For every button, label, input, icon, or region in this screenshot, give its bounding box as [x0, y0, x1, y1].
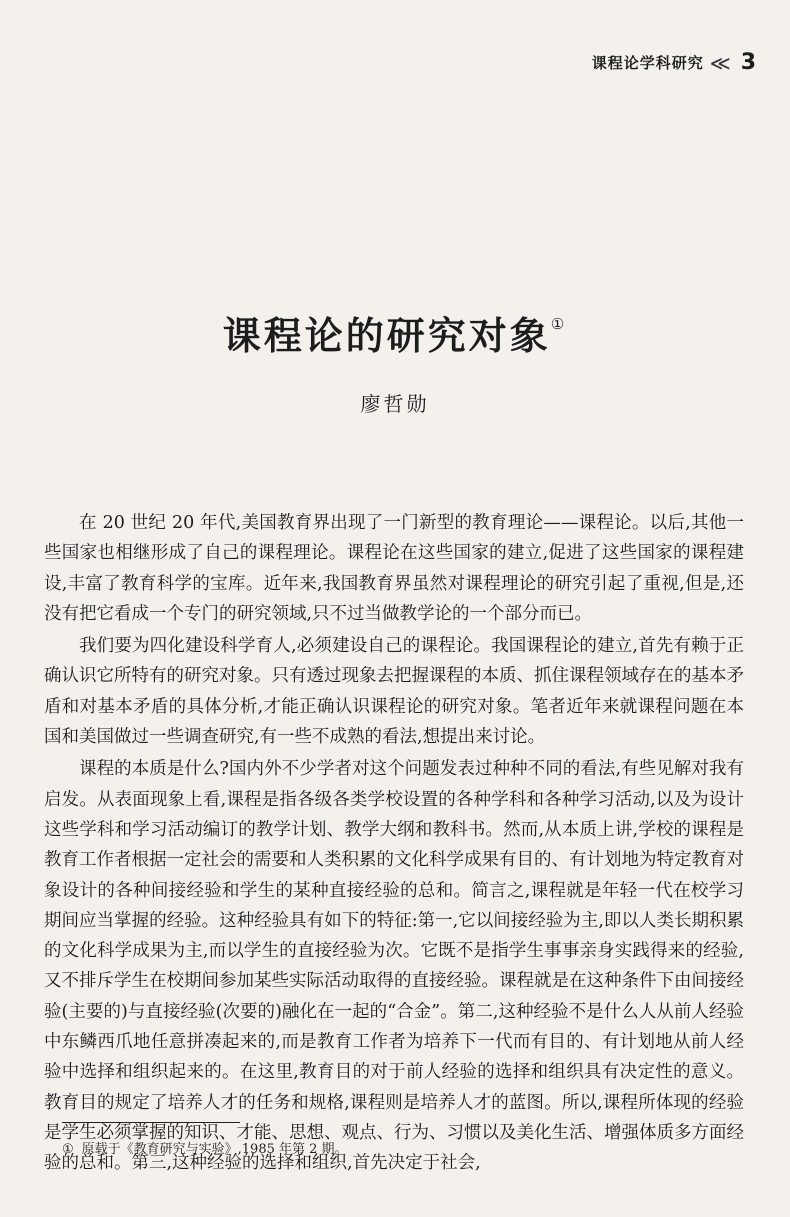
- footnote-divider: [62, 1122, 240, 1123]
- footnote: [62, 1138, 348, 1157]
- article-title-text: 课程论的研究对象: [222, 314, 551, 358]
- paragraph-2: 我们要为四化建设科学育人,必须建设自己的课程论。我国课程论的建立,首先有赖于正确认识它所特有的研究对象。只有透过现象去把握课程的本质、抓住课程领域存在的基本矛盾和对基本矛盾的具体分析,才能正确认识课程论的研究对象。笔者近年来就课程问题在本国和美国做过一些调查研究,有一些不成熟的看法,想提出来讨论。: [44, 636, 744, 748]
- running-head: [592, 50, 756, 75]
- page-number: 3: [740, 50, 756, 75]
- article-title: [0, 305, 790, 360]
- paragraph-3: 课程的本质是什么?国内外不少学者对这个问题发表过种种不同的看法,有些见解对我有启发。从表面现象上看,课程是指各级各类学校设置的各种学科和各种学习活动,以及为设计这些学科和学习活动编订的教学计划、教学大纲和教科书。然而,从本质上讲,学校的课程是教育工作者根据一定社会的需要和人类积累的文化科学成果有目的、有计划地为特定教育对象设计的各种间接经验和学生的某种直接经验的总和。简言之,课程就是年轻一代在校学习期间应当掌握的经验。这种经验具有如下的特征:第一,它以间接经验为主,即以人类长期积累的文化科学成果为主,而以学生的直接经验为次。它既不是指学生事事亲身实践得来的经验,又不排斥学生在校期间参加某些实际活动取得的直接经验。课程就是在这种条件下由间接经验(主要的)与直接经验(次要的)融化在一起的“合金”。第二,这种经验不是什么人从前人经验中东鳞西爪地任意拼凑起来的,而是教育工作者为培养下一代而有目的、有计划地从前人经验中选择和组织起来的。在这里,教育目的对于前人经验的选择和组织具有决定性的意义。教育目的规定了培养人才的任务和规格,课程则是培养人才的蓝图。所以,课程所体现的经验是学生必须掌握的知识、才能、思想、观点、行为、习惯以及美化生活、增强体质多方面经验的总和。第三,这种经验的选择和组织,首先决定于社会,: [44, 759, 744, 1174]
- double-chevron-icon: ≪: [709, 50, 731, 75]
- title-footnote-marker: ①: [550, 315, 568, 333]
- running-head-title: 课程论学科研究: [591, 54, 704, 72]
- paragraph-1: 在 20 世纪 20 年代,美国教育界出现了一门新型的教育理论——课程论。以后,其他一些国家也相继形成了自己的课程理论。课程论在这些国家的建立,促进了这些国家的课程建设,丰富了教育科学的宝库。近年来,我国教育界虽然对课程理论的研究引起了重视,但是,还没有把它看成一个专门的研究领域,只不过当做教学论的一个部分而已。: [44, 513, 744, 624]
- footnote-marker: ①: [62, 1142, 74, 1157]
- article-body: [44, 508, 744, 1181]
- footnote-text: 原载于《教育研究与实验》,1985 年第 2 期。: [81, 1142, 348, 1157]
- article-author: 廖哲勋: [360, 392, 430, 416]
